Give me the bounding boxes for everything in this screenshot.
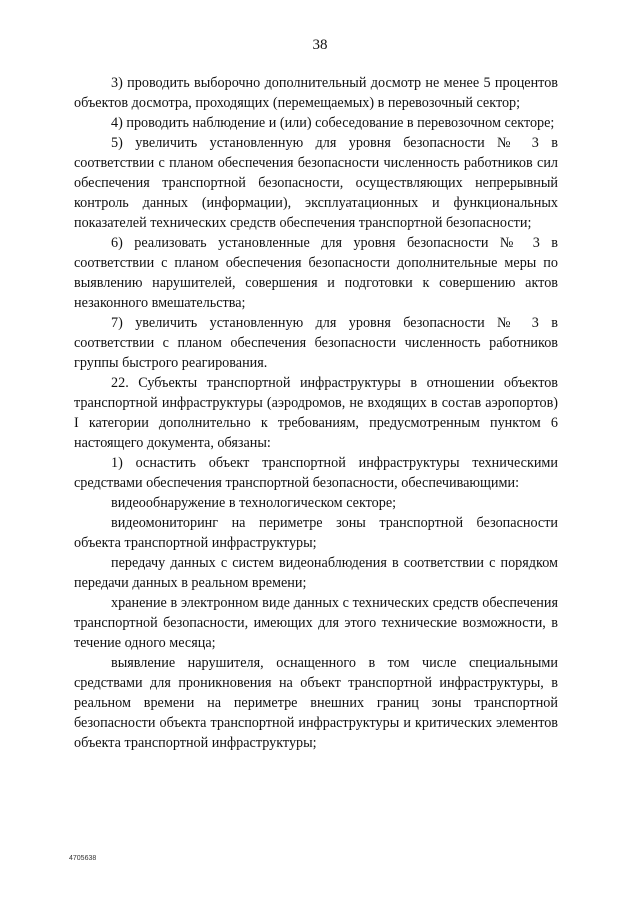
document-body xyxy=(74,73,558,753)
paragraph-clause-22: 22. Субъекты транспортной инфраструктуры в отношении объектов транспортной инфраструктуры (аэродромов, не входящих в состав аэропортов) I категории дополнительно к требованиям, предусмотренным пунктом 6 настоящего документа, обязаны: xyxy=(74,375,558,451)
paragraph-item-7: 7) увеличить установленную для уровня безопасности № 3 в соответствии с планом обеспечения безопасности численность работников группы быстрого реагирования. xyxy=(74,315,558,371)
paragraph-video-monitoring: видеомониторинг на периметре зоны транспортной безопасности объекта транспортной инфраструктуры; xyxy=(74,515,558,551)
paragraph-item-4: 4) проводить наблюдение и (или) собеседование в перевозочном секторе; xyxy=(111,115,555,131)
page-number: 38 xyxy=(312,37,328,53)
paragraph-subitem-1: 1) оснастить объект транспортной инфраструктуры техническими средствами обеспечения транспортной безопасности, обеспечивающими: xyxy=(74,455,558,491)
paragraph-item-3: 3) проводить выборочно дополнительный досмотр не менее 5 процентов объектов досмотра, проходящих (перемещаемых) в перевозочный сектор; xyxy=(74,75,558,111)
paragraph-intruder-detection: выявление нарушителя, оснащенного в том числе специальными средствами для проникновения на объект транспортной инфраструктуры, в реальном времени на периметре внешних границ зоны транспортной безопасности объекта транспортной инфраструктуры и критических элементов объекта транспортной инфраструктуры; xyxy=(74,655,558,751)
document-id: 4705638 xyxy=(69,855,97,862)
paragraph-item-5: 5) увеличить установленную для уровня безопасности № 3 в соответствии с планом обеспечения безопасности численность работников сил обеспечения транспортной безопасности, осуществляющих непрерывный контроль данных (информации), эксплуатационных и функциональных показателей технических средств обеспечения транспортной безопасности; xyxy=(74,135,558,231)
paragraph-data-storage: хранение в электронном виде данных с технических средств обеспечения транспортной безопасности, имеющих для этого технические возможности, в течение одного месяца; xyxy=(74,595,558,651)
paragraph-data-transfer: передачу данных с систем видеонаблюдения в соответствии с порядком передачи данных в реальном времени; xyxy=(74,555,558,591)
paragraph-item-6: 6) реализовать установленные для уровня безопасности № 3 в соответствии с планом обеспечения безопасности дополнительные меры по выявлению нарушителей, совершения и подготовки к совершению актов незаконного вмешательства; xyxy=(74,235,558,311)
paragraph-video-detection: видеообнаружение в технологическом секторе; xyxy=(111,495,397,511)
